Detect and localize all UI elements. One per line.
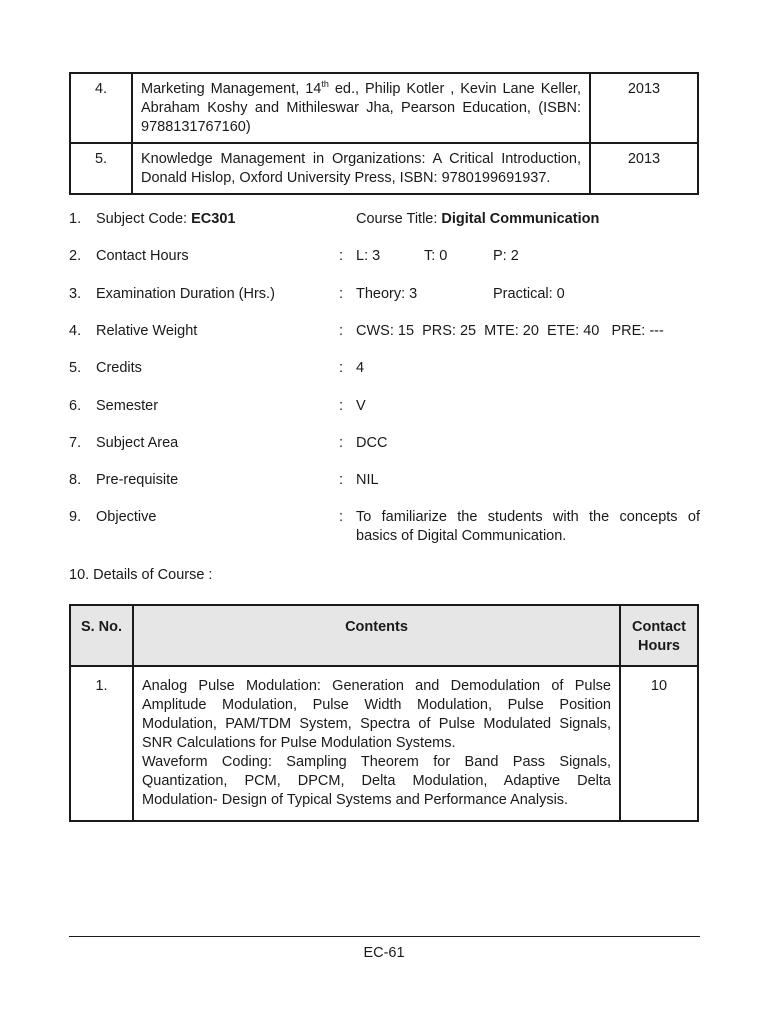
table-row bbox=[70, 143, 698, 194]
course-contents-table bbox=[69, 604, 699, 822]
reference-number: 4. bbox=[70, 73, 132, 143]
semester-value: V bbox=[356, 398, 366, 414]
item-number: 5. bbox=[69, 360, 82, 376]
subject-code bbox=[96, 210, 235, 229]
subject-area-label: Subject Area bbox=[96, 435, 179, 451]
separator-colon: : bbox=[339, 472, 344, 488]
reference-number: 5. bbox=[70, 143, 132, 194]
separator-colon: : bbox=[339, 286, 344, 302]
item-number: 7. bbox=[69, 435, 82, 451]
prerequisite-value: NIL bbox=[356, 472, 379, 488]
reference-year: 2013 bbox=[590, 73, 698, 143]
practical-duration: Practical: 0 bbox=[493, 286, 565, 302]
reference-details: ed., Philip Kotler , Kevin Lane Keller, Abraham Koshy and Mithileswar Jha, Pearson Education, (ISBN: 9788131767160) bbox=[141, 81, 581, 135]
separator-colon: : bbox=[339, 398, 344, 414]
relative-weight-label: Relative Weight bbox=[96, 323, 198, 339]
item-number: 3. bbox=[69, 286, 82, 302]
header-contents: Contents bbox=[133, 605, 620, 666]
lecture-hours: L: 3 bbox=[356, 248, 381, 264]
table-row bbox=[70, 666, 698, 821]
exam-duration-label: Examination Duration (Hrs.) bbox=[96, 286, 275, 302]
header-contact-hours bbox=[620, 605, 698, 666]
item-number: 8. bbox=[69, 472, 82, 488]
separator-colon: : bbox=[339, 435, 344, 451]
subject-area-value: DCC bbox=[356, 435, 388, 451]
contact-hours-label: Contact Hours bbox=[96, 248, 189, 264]
separator-colon: : bbox=[339, 509, 344, 525]
header-contact-hours-line1: Contact bbox=[632, 619, 686, 635]
reference-text: Knowledge Management in Organizations: A Critical Introduction, Donald Hislop, Oxford University Press, ISBN: 9780199691937. bbox=[132, 143, 590, 194]
credits-value: 4 bbox=[356, 360, 365, 376]
objective-value: To familiarize the students with the concepts of basics of Digital Communication. bbox=[356, 509, 700, 544]
theory-duration: Theory: 3 bbox=[356, 286, 418, 302]
page-number: EC-61 bbox=[363, 945, 405, 961]
table-row bbox=[70, 73, 698, 143]
course-title-label: Course Title: bbox=[356, 211, 442, 227]
separator-colon: : bbox=[339, 248, 344, 264]
reference-text bbox=[132, 73, 590, 143]
subject-code-value: EC301 bbox=[191, 211, 236, 227]
tutorial-hours: T: 0 bbox=[424, 248, 448, 264]
credits-label: Credits bbox=[96, 360, 142, 376]
row-contact-hours: 10 bbox=[620, 666, 698, 821]
row-sno: 1. bbox=[70, 666, 133, 821]
contents-paragraph: Waveform Coding: Sampling Theorem for Band Pass Signals, Quantization, PCM, DPCM, Delta Modulation, Adaptive Delta Modulation- Design of Typical Systems and Performance Analysis. bbox=[142, 754, 611, 808]
separator-colon: : bbox=[339, 360, 344, 376]
row-contents bbox=[133, 666, 620, 821]
prerequisite-label: Pre-requisite bbox=[96, 472, 179, 488]
reference-year: 2013 bbox=[590, 143, 698, 194]
reference-table bbox=[69, 72, 699, 195]
header-contact-hours-line2: Hours bbox=[638, 638, 680, 654]
course-title bbox=[356, 210, 700, 229]
item-number: 9. bbox=[69, 509, 82, 525]
relative-weight-value: CWS: 15 PRS: 25 MTE: 20 ETE: 40 PRE: --- bbox=[356, 323, 664, 339]
details-heading: 10. Details of Course : bbox=[69, 567, 213, 583]
header-sno: S. No. bbox=[70, 605, 133, 666]
semester-label: Semester bbox=[96, 398, 159, 414]
subject-code-label: Subject Code: bbox=[96, 211, 192, 227]
table-header-row bbox=[70, 605, 698, 666]
reference-superscript: th bbox=[321, 79, 329, 90]
item-number: 1. bbox=[69, 211, 82, 227]
item-number: 2. bbox=[69, 248, 82, 264]
contents-paragraph: Analog Pulse Modulation: Generation and Demodulation of Pulse Amplitude Modulation, Pulse Width Modulation, Pulse Position Modulation, PAM/TDM System, Spectra of Pulse Modulated Signals, SNR Calculations for Pulse Modulation Systems. bbox=[142, 678, 611, 751]
objective-label: Objective bbox=[96, 509, 157, 525]
item-number: 4. bbox=[69, 323, 82, 339]
course-title-value: Digital Communication bbox=[441, 211, 600, 227]
separator-colon: : bbox=[339, 323, 344, 339]
item-number: 6. bbox=[69, 398, 82, 414]
practical-hours: P: 2 bbox=[493, 248, 519, 264]
footer-divider bbox=[69, 936, 700, 937]
reference-title: Marketing Management, 14 bbox=[141, 81, 322, 97]
